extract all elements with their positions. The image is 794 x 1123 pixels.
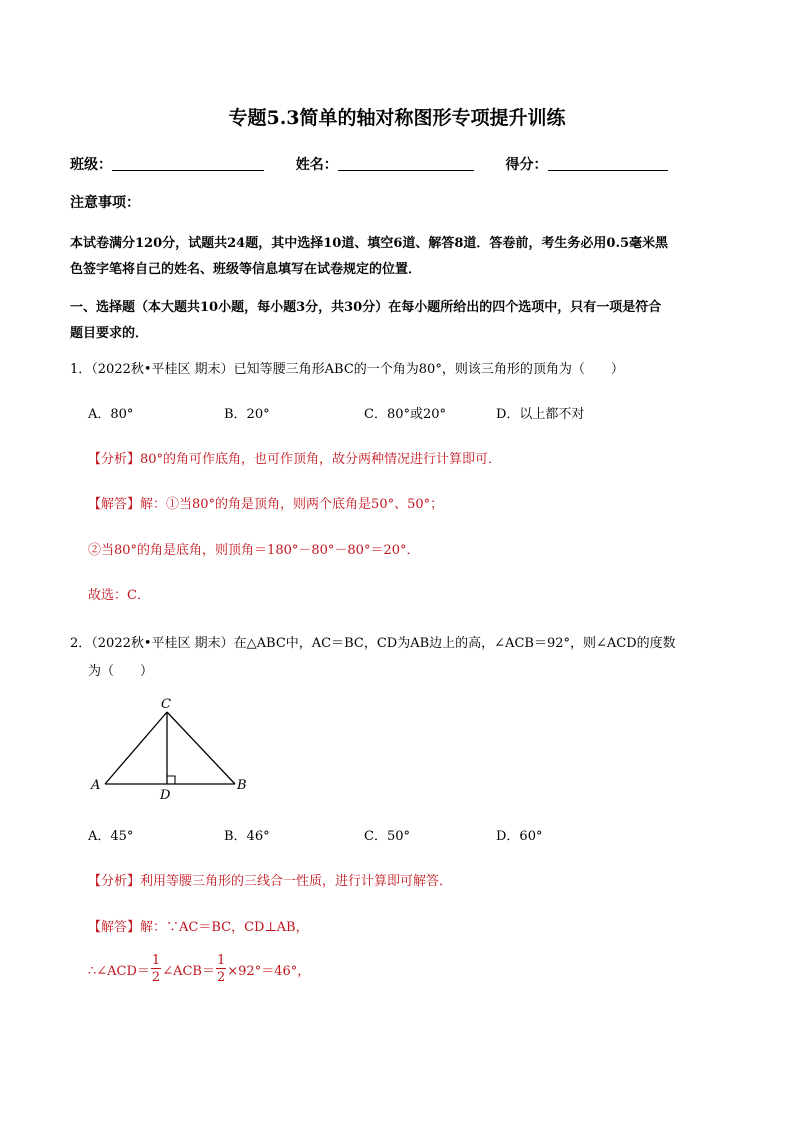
fraction-one-half-2	[216, 954, 226, 984]
q1-answer-line-2: ②当80°的角是底角，则顶角＝180°－80°－80°＝20°．	[88, 543, 420, 558]
notice-line-1: 本试卷满分120分，试题共24题，其中选择10道、填空6道、解答8道．答卷前，考生务必用0.5毫米黑	[70, 236, 669, 251]
page-title: 专题5.3简单的轴对称图形专项提升训练	[228, 107, 566, 129]
section-heading-line-1: 一、选择题（本大题共10小题，每小题3分，共30分）在每小题所给出的四个选项中，只有一项是符合	[70, 300, 662, 315]
side-ac	[105, 712, 167, 784]
q1-option-c[interactable]: C．80°或20°	[364, 407, 447, 422]
vertex-a-label: A	[91, 778, 101, 793]
name-label: 姓名：	[295, 157, 338, 173]
q2-option-a[interactable]: A．45°	[88, 829, 134, 844]
side-bc	[167, 712, 235, 784]
q2-option-b[interactable]: B．46°	[224, 829, 270, 844]
q2-answer-line-1: 【解答】解：∵AC＝BC，CD⊥AB，	[88, 920, 309, 935]
student-info-row	[70, 154, 668, 174]
triangle-figure	[85, 695, 265, 805]
q2-answer-part-3: ×92°＝46°，	[227, 963, 311, 979]
q2-analysis: 【分析】利用等腰三角形的三线合一性质，进行计算即可解答．	[88, 874, 453, 889]
score-label: 得分：	[505, 157, 548, 173]
fraction-numerator: 1	[151, 953, 161, 968]
class-label: 班级：	[70, 157, 112, 173]
fraction-one-half-1	[151, 954, 161, 984]
q2-answer-part-2: ∠ACB＝	[162, 963, 215, 979]
q1-answer-choice: 故选：C．	[88, 588, 150, 603]
fraction-numerator: 1	[216, 953, 226, 968]
q1-answer-line-1: 【解答】解：①当80°的角是顶角，则两个底角是50°、50°；	[88, 497, 444, 512]
question-2-stem-line-2: 为（ ）	[88, 664, 154, 679]
class-blank[interactable]	[112, 156, 264, 171]
q2-option-d[interactable]: D．60°	[496, 829, 543, 844]
q2-answer-part-1: ∴∠ACD＝	[88, 963, 150, 979]
right-angle-mark	[167, 776, 175, 784]
point-d-label: D	[160, 788, 171, 803]
name-blank[interactable]	[338, 156, 474, 171]
question-2-stem-line-1: 2．（2022秋•平桂区 期末）在△ABC中，AC＝BC，CD为AB边上的高，∠ACB＝92°，则∠ACD的度数	[70, 636, 676, 651]
notice-heading: 注意事项：	[70, 195, 140, 211]
fraction-denominator: 2	[151, 970, 161, 985]
q1-option-d[interactable]: D．以上都不对	[496, 407, 585, 422]
vertex-c-label: C	[161, 697, 171, 712]
notice-line-2: 色签字笔将自己的姓名、班级等信息填写在试卷规定的位置．	[70, 262, 422, 277]
section-heading-line-2: 题目要求的．	[70, 326, 149, 341]
fraction-denominator: 2	[216, 970, 226, 985]
q1-option-b[interactable]: B．20°	[224, 407, 270, 422]
vertex-b-label: B	[237, 778, 247, 793]
score-blank[interactable]	[548, 156, 668, 171]
q2-option-c[interactable]: C．50°	[364, 829, 410, 844]
q1-option-a[interactable]: A．80°	[88, 407, 134, 422]
question-1-stem: 1．（2022秋•平桂区 期末）已知等腰三角形ABC的一个角为80°，则该三角形的顶角为（ ）	[70, 362, 624, 377]
q2-answer-line-2	[88, 954, 310, 984]
q1-analysis: 【分析】80°的角可作底角，也可作顶角，故分两种情况进行计算即可．	[88, 452, 502, 467]
